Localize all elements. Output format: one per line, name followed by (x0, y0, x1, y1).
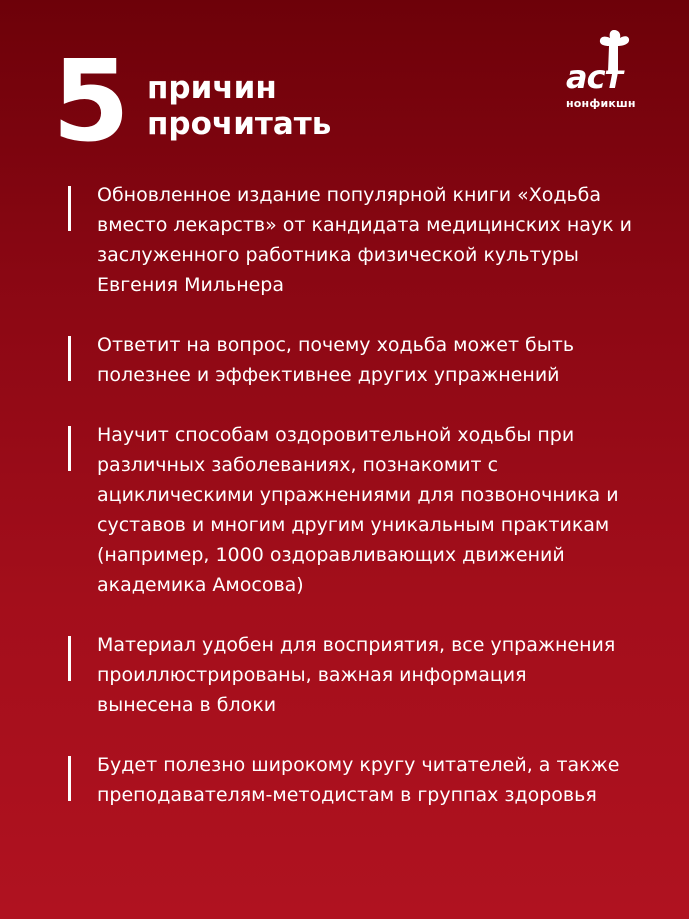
reason-item (68, 180, 648, 300)
page-title (147, 70, 331, 142)
reason-bar (68, 336, 71, 381)
reason-bar (68, 426, 71, 471)
reason-text: Обновленное издание популярной книги «Ходьба вместо лекарств» от кандидата медицинских наук и заслуженного работника физической культуры Евгения Мильнера (97, 184, 633, 296)
reason-bar (68, 636, 71, 681)
reason-text: Ответит на вопрос, почему ходьба может быть полезнее и эффективнее других упражнений (97, 334, 575, 386)
reason-item (68, 630, 648, 720)
reason-count: 5 (52, 37, 128, 167)
publisher-logo (562, 28, 642, 120)
reason-text: Будет полезно широкому кругу читателей, а также преподавателям-методистам в группах здоровья (97, 754, 620, 806)
reason-item (68, 330, 648, 390)
reason-text: Материал удобен для восприятия, все упражнения проиллюстрированы, важная информация вынесена в блоки (97, 634, 616, 716)
reason-text: Научит способам оздоровительной ходьбы при различных заболеваниях, познакомит с ациклическими упражнениями для позвоночника и суставов и многим другим уникальным практикам (например, 1000 оздоравливающих движений академика Амосова) (97, 424, 619, 596)
title-line-2: прочитать (147, 106, 332, 142)
logo-subtitle: нонфикшн (566, 97, 636, 110)
reason-bar (68, 756, 71, 801)
reasons-list (68, 180, 648, 810)
reason-bar (68, 186, 71, 231)
reason-item (68, 750, 648, 810)
reason-item (68, 420, 648, 600)
logo-mark: аст (566, 58, 623, 96)
title-line-1: причин (147, 70, 277, 106)
